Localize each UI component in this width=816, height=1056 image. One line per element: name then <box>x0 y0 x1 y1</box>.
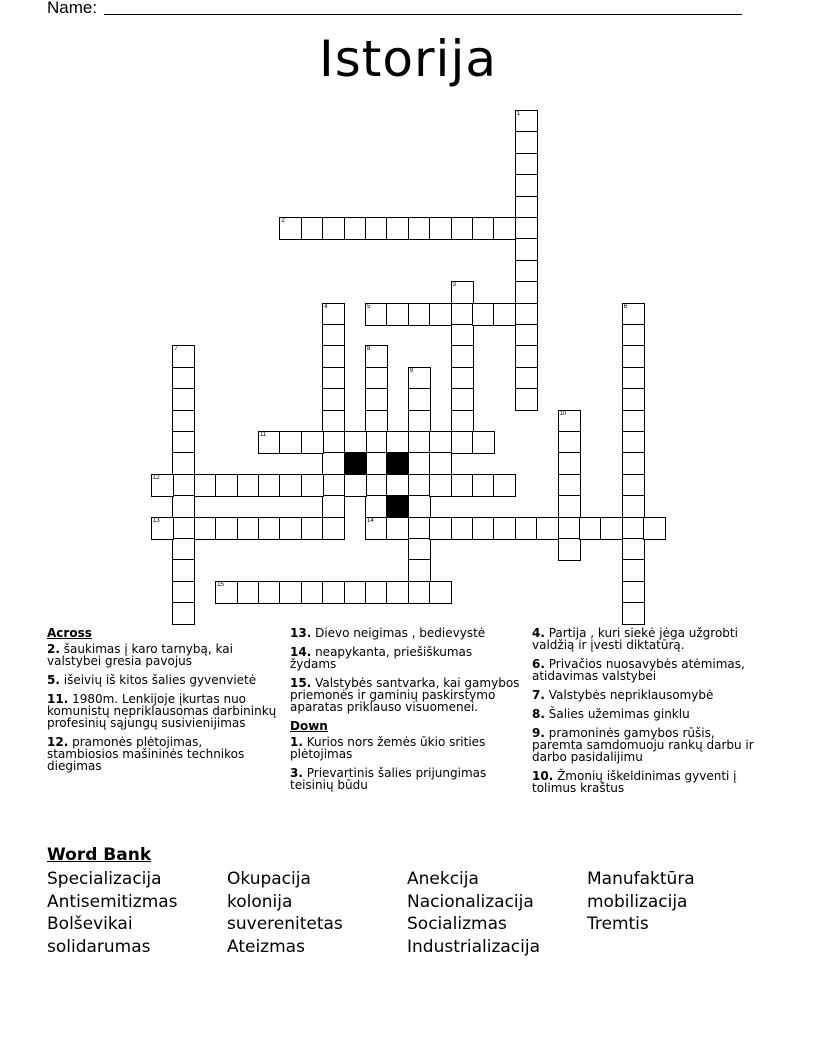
grid-cell[interactable] <box>322 431 345 454</box>
grid-cell[interactable] <box>515 174 538 197</box>
grid-cell[interactable] <box>408 303 431 326</box>
grid-cell[interactable] <box>322 410 345 433</box>
grid-cell[interactable] <box>322 495 345 518</box>
black-cell <box>344 452 367 475</box>
grid-cell[interactable] <box>408 217 431 240</box>
clue-number: 11 <box>260 432 267 438</box>
grid-cell[interactable] <box>622 431 645 454</box>
word-bank-title: Word Bank <box>47 845 152 865</box>
grid-cell[interactable] <box>515 281 538 304</box>
grid-cell[interactable] <box>301 474 324 497</box>
word-bank-word: Anekcija <box>407 869 479 889</box>
clue-number: 8. <box>532 707 545 721</box>
grid-cell[interactable] <box>515 303 538 326</box>
clue-text: 1980m. Lenkijoje įkurtas nuo komunistų nepriklausomas darbininkų profesinių sąjungų susivienijimas <box>47 692 277 730</box>
grid-cell[interactable] <box>365 345 388 368</box>
clue-number: 13. <box>290 626 312 640</box>
grid-cell[interactable] <box>515 388 538 411</box>
clue <box>532 658 767 682</box>
grid-cell[interactable] <box>322 388 345 411</box>
grid-cell[interactable] <box>429 581 452 604</box>
grid-cell[interactable] <box>515 517 538 540</box>
grid-cell[interactable] <box>365 367 388 390</box>
down-heading: Down <box>290 719 328 733</box>
clue-number: 15 <box>217 581 224 588</box>
grid-cell[interactable] <box>451 517 474 540</box>
grid-cell[interactable] <box>408 517 431 540</box>
word-bank-word: Ateizmas <box>227 936 305 957</box>
grid-cell[interactable] <box>451 281 474 304</box>
clue-number: 15. <box>290 676 312 690</box>
clue-number: 8 <box>367 346 371 353</box>
grid-cell[interactable] <box>386 517 409 540</box>
clue-number: 12 <box>153 474 160 481</box>
grid-cell[interactable] <box>386 303 409 326</box>
word-bank-word: Socializmas <box>407 914 507 934</box>
clue <box>290 767 520 791</box>
clues-column-1 <box>47 627 277 779</box>
grid-cell[interactable] <box>172 345 195 368</box>
grid-cell[interactable] <box>194 517 217 540</box>
clue-number: 3. <box>290 766 303 780</box>
grid-cell[interactable] <box>622 324 645 347</box>
clue-text: pramoninės gamybos rūšis, paremta samdomuoju rankų darbu ir darbo pasidalijimu <box>532 726 754 764</box>
grid-cell[interactable] <box>386 217 409 240</box>
word-bank-column <box>47 868 227 958</box>
clue-text: Žmonių iškeldinimas gyventi į tolimus kraštus <box>532 769 737 795</box>
grid-cell[interactable] <box>151 474 174 497</box>
grid-cell[interactable] <box>558 538 581 561</box>
grid-cell[interactable] <box>172 559 195 582</box>
grid-cell[interactable] <box>493 474 516 497</box>
grid-cell[interactable] <box>279 474 302 497</box>
clue <box>47 736 277 772</box>
clue-number: 14 <box>367 517 374 524</box>
clue-number: 3 <box>452 282 456 289</box>
clue-number: 6. <box>532 657 545 671</box>
grid-cell[interactable] <box>622 388 645 411</box>
clue-text: Privačios nuosavybės atėmimas, atidavimas valstybei <box>532 657 745 683</box>
clue-number: 2. <box>47 642 60 656</box>
grid-cell[interactable] <box>215 581 238 604</box>
grid-cell[interactable] <box>622 474 645 497</box>
word-bank-word: Okupacija <box>227 869 311 889</box>
clue-number: 12. <box>47 735 69 749</box>
grid-cell[interactable] <box>472 303 495 326</box>
grid-cell[interactable] <box>172 602 195 625</box>
grid-cell[interactable] <box>408 495 431 518</box>
grid-cell[interactable] <box>622 367 645 390</box>
grid-cell[interactable] <box>558 410 581 433</box>
clue-number: 7. <box>532 688 545 702</box>
grid-cell[interactable] <box>429 474 452 497</box>
grid-cell[interactable] <box>322 367 345 390</box>
grid-cell[interactable] <box>408 388 431 411</box>
clue-number: 2 <box>281 218 285 224</box>
grid-cell[interactable] <box>172 431 195 454</box>
grid-cell[interactable] <box>451 431 474 454</box>
grid-cell[interactable] <box>515 131 538 154</box>
grid-cell[interactable] <box>344 217 367 240</box>
clue-number: 6 <box>623 303 628 310</box>
grid-cell[interactable] <box>579 517 602 540</box>
grid-cell[interactable] <box>451 345 474 368</box>
clues-column-3 <box>532 627 767 801</box>
grid-cell[interactable] <box>322 217 345 240</box>
grid-cell[interactable] <box>386 474 409 497</box>
clue-text: išeivių iš kitos šalies gyvenvietė <box>59 673 257 687</box>
grid-cell[interactable] <box>515 217 538 240</box>
word-bank-column <box>407 868 587 958</box>
grid-cell[interactable] <box>493 217 516 240</box>
grid-cell[interactable] <box>429 217 452 240</box>
grid-cell[interactable] <box>451 388 474 411</box>
clue-number: 11. <box>47 692 69 706</box>
clue-text: Valstybės nepriklausomybė <box>544 688 714 702</box>
grid-cell[interactable] <box>301 431 324 454</box>
clue <box>290 627 520 639</box>
grid-cell[interactable] <box>172 474 195 497</box>
clue <box>290 646 520 670</box>
grid-cell[interactable] <box>472 217 495 240</box>
grid-cell[interactable] <box>365 217 388 240</box>
grid-cell[interactable] <box>344 581 367 604</box>
grid-cell[interactable] <box>515 238 538 261</box>
clue-number: 1 <box>516 111 521 117</box>
grid-cell[interactable] <box>215 474 238 497</box>
grid-cell[interactable] <box>622 602 645 625</box>
grid-cell[interactable] <box>493 517 516 540</box>
grid-cell[interactable] <box>429 452 452 475</box>
grid-cell[interactable] <box>172 581 195 604</box>
grid-cell[interactable] <box>515 110 538 133</box>
grid-cell[interactable] <box>194 474 217 497</box>
grid-cell[interactable] <box>279 517 302 540</box>
grid-cell[interactable] <box>172 367 195 390</box>
clue <box>47 693 277 729</box>
grid-cell[interactable] <box>365 581 388 604</box>
grid-cell[interactable] <box>365 517 388 540</box>
grid-cell[interactable] <box>322 581 345 604</box>
grid-cell[interactable] <box>622 517 645 540</box>
clue-number: 10 <box>559 410 567 417</box>
grid-cell[interactable] <box>365 388 388 411</box>
grid-cell[interactable] <box>451 324 474 347</box>
grid-cell[interactable] <box>472 431 495 454</box>
grid-cell[interactable] <box>279 581 302 604</box>
grid-cell[interactable] <box>279 431 302 454</box>
grid-cell[interactable] <box>622 495 645 518</box>
grid-cell[interactable] <box>515 367 538 390</box>
clue-text: Valstybės santvarka, kai gamybos priemonės ir gaminių paskirstymo aparatas priklauso visuomenei. <box>290 676 520 714</box>
page-title: Istorija <box>319 30 497 88</box>
grid-cell[interactable] <box>365 431 388 454</box>
grid-cell[interactable] <box>600 517 623 540</box>
grid-cell[interactable] <box>258 431 281 454</box>
grid-cell[interactable] <box>429 303 452 326</box>
grid-cell[interactable] <box>536 517 559 540</box>
grid-cell[interactable] <box>322 474 345 497</box>
grid-cell[interactable] <box>386 581 409 604</box>
grid-cell[interactable] <box>215 517 238 540</box>
clue-text: Dievo neigimas , bedievystė <box>311 626 486 640</box>
grid-cell[interactable] <box>258 517 281 540</box>
grid-cell[interactable] <box>515 324 538 347</box>
grid-cell[interactable] <box>472 474 495 497</box>
across-heading: Across <box>47 626 92 640</box>
clue <box>290 736 520 760</box>
clue-number: 4 <box>324 303 328 310</box>
grid-cell[interactable] <box>322 303 345 326</box>
grid-cell[interactable] <box>558 452 581 475</box>
black-cell <box>386 495 409 518</box>
grid-cell[interactable] <box>344 431 367 454</box>
grid-cell[interactable] <box>344 474 367 497</box>
grid-cell[interactable] <box>408 410 431 433</box>
word-bank-word: Bolševikai <box>47 914 133 934</box>
clue-number: 9. <box>532 726 545 740</box>
grid-cell[interactable] <box>365 495 388 518</box>
grid-cell[interactable] <box>172 410 195 433</box>
grid-cell[interactable] <box>408 538 431 561</box>
grid-cell[interactable] <box>622 410 645 433</box>
clues-column-2 <box>290 627 520 798</box>
grid-cell[interactable] <box>301 517 324 540</box>
word-bank-word: kolonija <box>227 891 293 912</box>
clue <box>47 643 277 667</box>
name-label: Name: <box>47 0 98 17</box>
grid-cell[interactable] <box>386 431 409 454</box>
word-bank-word: Manufaktūra <box>587 869 695 889</box>
grid-cell[interactable] <box>408 431 431 454</box>
clue <box>47 674 277 686</box>
word-bank-word: Specializacija <box>47 869 162 889</box>
word-bank-word: Antisemitizmas <box>47 891 178 912</box>
grid-cell[interactable] <box>515 345 538 368</box>
clue-text: pramonės plėtojimas, stambiosios mašininės technikos diegimas <box>47 735 245 773</box>
word-bank-column <box>587 868 767 936</box>
grid-cell[interactable] <box>365 452 388 475</box>
grid-cell[interactable] <box>558 431 581 454</box>
grid-cell[interactable] <box>365 303 388 326</box>
grid-cell[interactable] <box>451 303 474 326</box>
grid-cell[interactable] <box>151 517 174 540</box>
grid-cell[interactable] <box>172 388 195 411</box>
clue <box>532 770 767 794</box>
clue-number: 4. <box>532 626 545 640</box>
grid-cell[interactable] <box>451 367 474 390</box>
word-bank-column <box>227 868 407 958</box>
grid-cell[interactable] <box>408 559 431 582</box>
grid-cell[interactable] <box>643 517 666 540</box>
clue-number: 10. <box>532 769 554 783</box>
clue-number: 13 <box>153 517 160 524</box>
clue-number: 7 <box>174 346 178 353</box>
grid-cell[interactable] <box>172 495 195 518</box>
grid-cell[interactable] <box>408 367 431 390</box>
grid-cell[interactable] <box>515 153 538 176</box>
grid-cell[interactable] <box>558 474 581 497</box>
clue-number: 9 <box>409 367 414 374</box>
grid-cell[interactable] <box>622 345 645 368</box>
word-bank-word: solidarumas <box>47 936 151 957</box>
clue-text: Prievartinis šalies prijungimas teisinių būdu <box>290 766 487 792</box>
grid-cell[interactable] <box>451 217 474 240</box>
grid-cell[interactable] <box>279 217 302 240</box>
clue-text: Kurios nors žemės ūkio srities plėtojimas <box>290 735 486 761</box>
grid-cell[interactable] <box>322 345 345 368</box>
clue <box>532 627 767 651</box>
clue-number: 5. <box>47 673 60 687</box>
grid-cell[interactable] <box>515 196 538 219</box>
grid-cell[interactable] <box>365 474 388 497</box>
grid-cell[interactable] <box>408 474 431 497</box>
grid-cell[interactable] <box>558 495 581 518</box>
word-bank-word: mobilizacija <box>587 891 688 912</box>
grid-cell[interactable] <box>429 517 452 540</box>
grid-cell[interactable] <box>237 474 260 497</box>
grid-cell[interactable] <box>429 431 452 454</box>
grid-cell[interactable] <box>322 517 345 540</box>
grid-cell[interactable] <box>237 581 260 604</box>
grid-cell[interactable] <box>301 217 324 240</box>
word-bank-word: Industrializacija <box>407 936 541 957</box>
grid-cell[interactable] <box>451 474 474 497</box>
grid-cell[interactable] <box>237 517 260 540</box>
grid-cell[interactable] <box>622 303 645 326</box>
clue <box>532 727 767 763</box>
grid-cell[interactable] <box>172 517 195 540</box>
grid-cell[interactable] <box>558 517 581 540</box>
grid-cell[interactable] <box>472 517 495 540</box>
clue-text: neapykanta, priešiškumas žydams <box>290 645 473 671</box>
clue <box>290 677 520 713</box>
grid-cell[interactable] <box>451 410 474 433</box>
clue-text: Partija , kuri siekė jėga užgrobti valdžią ir įvesti diktatūrą. <box>532 626 738 652</box>
grid-cell[interactable] <box>322 452 345 475</box>
clue-number: 14. <box>290 645 312 659</box>
clue-number: 1. <box>290 735 303 749</box>
grid-cell[interactable] <box>322 324 345 347</box>
grid-cell[interactable] <box>258 474 281 497</box>
word-bank-word: suverenitetas <box>227 914 343 934</box>
clue-text: šaukimas į karo tarnybą, kai valstybei gresia pavojus <box>47 642 233 668</box>
grid-cell[interactable] <box>365 410 388 433</box>
grid-cell[interactable] <box>622 538 645 561</box>
clue <box>532 689 767 701</box>
black-cell <box>386 452 409 475</box>
word-bank-word: Nacionalizacija <box>407 891 534 912</box>
clue-text: Šalies užemimas ginklu <box>544 707 690 721</box>
grid-cell[interactable] <box>258 581 281 604</box>
grid-cell[interactable] <box>493 303 516 326</box>
grid-cell[interactable] <box>622 452 645 475</box>
grid-cell[interactable] <box>515 260 538 283</box>
grid-cell[interactable] <box>301 581 324 604</box>
clue <box>532 708 767 720</box>
word-bank-word: Tremtis <box>587 914 649 934</box>
grid-cell[interactable] <box>172 538 195 561</box>
grid-cell[interactable] <box>408 452 431 475</box>
clue-number: 5 <box>367 303 371 310</box>
grid-cell[interactable] <box>172 452 195 475</box>
grid-cell[interactable] <box>408 581 431 604</box>
grid-cell[interactable] <box>622 559 645 582</box>
grid-cell[interactable] <box>622 581 645 604</box>
